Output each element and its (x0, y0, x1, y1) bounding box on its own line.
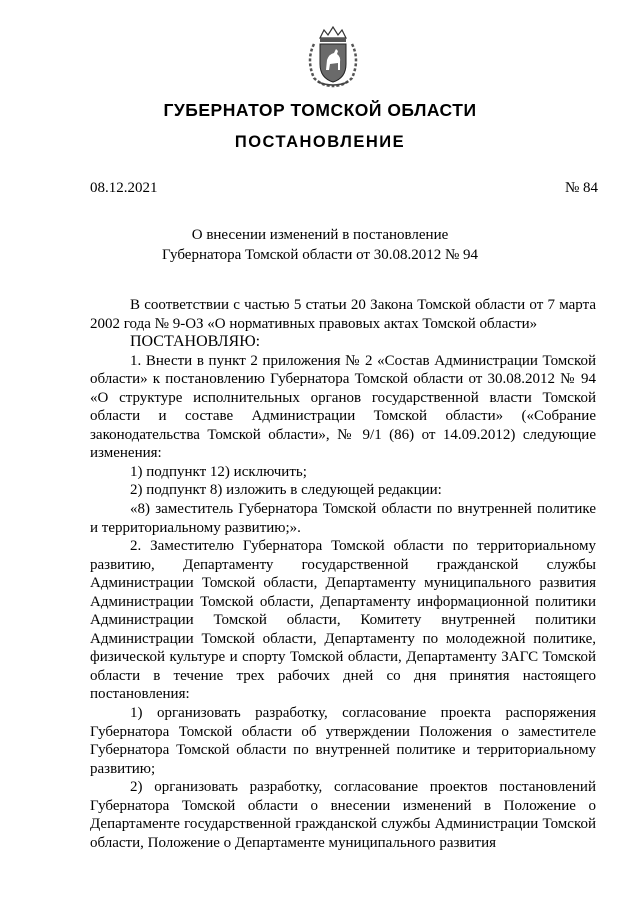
decree-word: ПОСТАНОВЛЯЮ: (130, 333, 261, 351)
document-number: № 84 (564, 180, 598, 196)
item-1-paragraph: 1. Внести в пункт 2 приложения № 2 «Состав Администрации Томской области» к постановлению Губернатора Томской области от 30.08.2012 № 94 «О структуре исполнительных органов государственной власти Томской области и составе Администрации Томской области» («Собрание законодательства Томской области», № 9/1 (86) от 14.09.2012) следующие изменения: (90, 352, 596, 462)
document-body (90, 296, 596, 852)
item-2-subitem-2: 2) организовать разработку, согласование проектов постановлений Губернатора Томской области о внесении изменений в Положение о Департаменте государственной гражданской службы Администрации Томской области, Положение о Департаменте муниципального развития (90, 779, 596, 851)
item-1-subitem-1: 1) подпункт 12) исключить; (130, 463, 307, 480)
subject-line-1: О внесении изменений в постановление (191, 227, 449, 243)
document-type: ПОСТАНОВЛЕНИЕ (234, 133, 406, 151)
document-subject (0, 225, 640, 265)
tomsk-coat-of-arms-icon (300, 24, 366, 90)
item-1-subitem-2: 2) подпункт 8) изложить в следующей редакции: (130, 482, 442, 499)
item-2-paragraph: 2. Заместителю Губернатора Томской области по территориальному развитию, Департаменту государственной гражданской службы Администрации Томской области, Департаменту муниципального развития Администрации Томской области, Департаменту информационной политики Администрации Томской области, Комитету внутренней политики Администрации Томской области, Департаменту по молодежной политике, физической культуре и спорту Томской области, Департаменту ЗАГС Томской области в течение трех рабочих дней со дня принятия настоящего постановления: (90, 538, 596, 703)
governor-title: ГУБЕРНАТОР ТОМСКОЙ ОБЛАСТИ (163, 100, 477, 120)
subject-line-2: Губернатора Томской области от 30.08.2012 № 94 (161, 247, 479, 263)
item-1-quote: «8) заместитель Губернатора Томской области по внутренней политике и территориальному развитию;». (90, 501, 596, 536)
preamble-paragraph: В соответствии с частью 5 статьи 20 Закона Томской области от 7 марта 2002 года № 9-ОЗ «О нормативных правовых актах Томской области» (90, 297, 596, 332)
item-2-subitem-1: 1) организовать разработку, согласование проекта распоряжения Губернатора Томской области об утверждении Положения о заместителе Губернатора Томской области по внутренней политике и территориальному развитию; (90, 705, 596, 777)
document-date: 08.12.2021 (90, 180, 158, 196)
